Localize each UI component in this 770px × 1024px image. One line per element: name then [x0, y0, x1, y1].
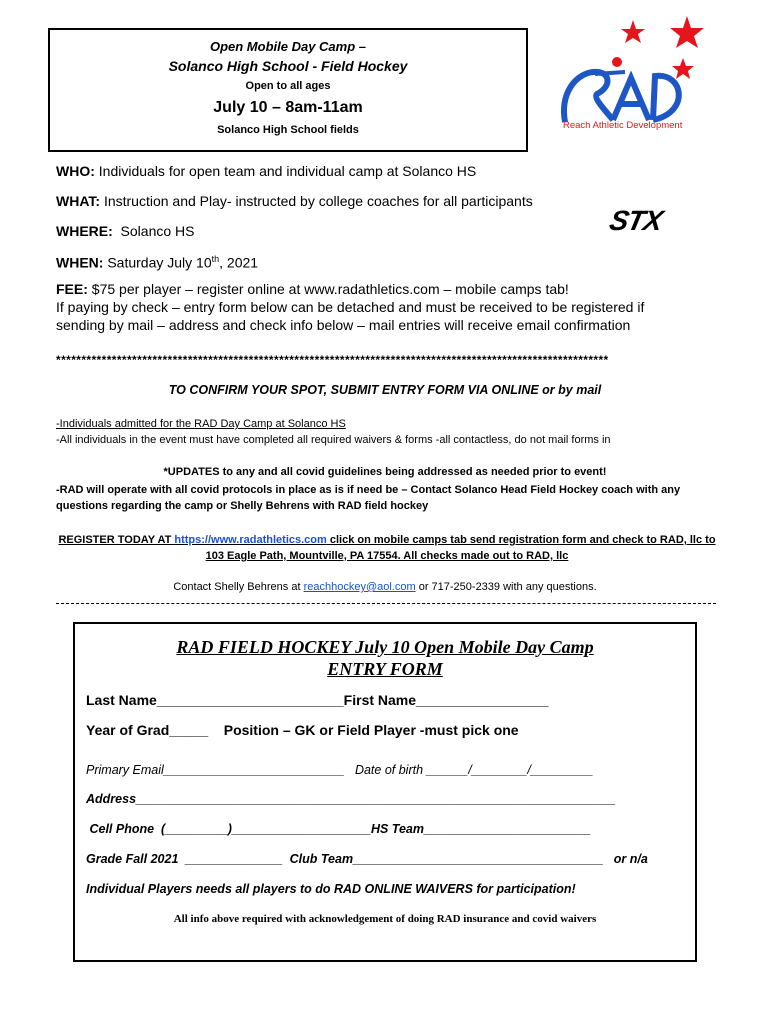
form-subtitle: ENTRY FORM: [327, 659, 443, 679]
when-row: [56, 250, 258, 272]
header-location: Solanco High School fields: [217, 124, 359, 136]
where-row: [56, 222, 195, 240]
runner-head-icon: [612, 57, 622, 67]
note-admitted: -Individuals admitted for the RAD Day Camp at Solanco HS: [56, 418, 346, 430]
header-line-2: Solanco High School - Field Hockey: [168, 58, 408, 74]
where-text: Solanco HS: [112, 223, 195, 239]
rad-logo-graphic: [555, 14, 715, 134]
covid-updates: *UPDATES to any and all covid guidelines being addressed as needed prior to event!: [163, 466, 607, 478]
header-line-1: Open Mobile Day Camp –: [209, 39, 367, 54]
star-icon: [621, 20, 645, 43]
register-prefix: REGISTER TODAY AT: [58, 534, 175, 546]
cut-line: [56, 603, 716, 604]
register-link[interactable]: https://www.radathletics.com: [174, 534, 327, 546]
when-sup: th: [211, 254, 220, 264]
star-icon: [672, 58, 694, 79]
address-field[interactable]: Address_____________________________________________________________________: [86, 792, 616, 806]
when-label: WHEN:: [56, 254, 104, 271]
rad-logo: [555, 14, 715, 134]
register-suffix: click on mobile camps tab send registration form and check to RAD, llc to 103 Eagle Path, Mountville, PA 17554. All checks made out to RAD, llc: [205, 534, 716, 562]
fee-row: [56, 280, 569, 298]
stx-logo: STX: [606, 205, 665, 236]
contact-prefix: Contact Shelly Behrens at: [173, 581, 304, 593]
what-label: WHAT:: [56, 193, 101, 209]
star-divider: *************************************************************************************************************: [56, 353, 609, 367]
where-label: WHERE:: [56, 223, 113, 239]
what-text: Instruction and Play- instructed by college coaches for all participants: [100, 193, 533, 209]
name-field[interactable]: Last Name________________________First Name_________________: [86, 692, 549, 708]
phone-team-field[interactable]: Cell Phone (_________)____________________HS Team________________________: [86, 822, 591, 836]
fee-line-3: sending by mail – address and check info below – mail entries will receive email confirmation: [56, 317, 631, 333]
grade-club-field[interactable]: Grade Fall 2021 ______________ Club Team____________________________________ or n/a: [86, 852, 648, 866]
who-label: WHO:: [56, 163, 95, 179]
fee-line-2: If paying by check – entry form below can be detached and must be received to be registered if: [56, 299, 645, 315]
header-line-3: Open to all ages: [245, 80, 331, 92]
header-date: July 10 – 8am-11am: [213, 99, 363, 116]
fee-text: $75 per player – register online at www.radathletics.com – mobile camps tab!: [87, 281, 569, 297]
who-row: [56, 162, 476, 180]
register-note: [56, 532, 718, 564]
when-text: Saturday July 10: [103, 254, 212, 271]
grad-position-field[interactable]: Year of Grad_____ Position – GK or Field Player -must pick one: [86, 722, 519, 738]
confirm-heading: TO CONFIRM YOUR SPOT, SUBMIT ENTRY FORM VIA ONLINE or by mail: [168, 383, 602, 397]
form-footer-note: All info above required with acknowledgement of doing RAD insurance and covid waivers: [173, 913, 597, 925]
contact-email-link[interactable]: reachhockey@aol.com: [303, 581, 416, 593]
form-title: RAD FIELD HOCKEY July 10 Open Mobile Day Camp: [176, 637, 594, 657]
contact-suffix: or 717-250-2339 with any questions.: [415, 581, 597, 593]
email-dob-field[interactable]: Primary Email__________________________ Date of birth ______/________/_________: [86, 763, 594, 777]
fee-label: FEE:: [56, 281, 88, 297]
star-icon: [670, 16, 704, 48]
note-waivers: -All individuals in the event must have completed all required waivers & forms -all contactless, do not mail forms in: [56, 434, 611, 446]
what-row: [56, 192, 533, 210]
rad-covid-note: -RAD will operate with all covid protocols in place as is if need be – Contact Solanco Head Field Hockey coach with any questions regarding the camp or Shelly Behrens with RAD field hockey: [56, 484, 681, 512]
when-year: , 2021: [219, 254, 259, 271]
header-box: [48, 28, 528, 152]
who-text: Individuals for open team and individual camp at Solanco HS: [94, 163, 477, 179]
contact-line: [0, 581, 770, 593]
rad-tagline: Reach Athletic Development: [563, 120, 683, 131]
waiver-note: Individual Players needs all players to do RAD ONLINE WAIVERS for participation!: [86, 882, 576, 896]
